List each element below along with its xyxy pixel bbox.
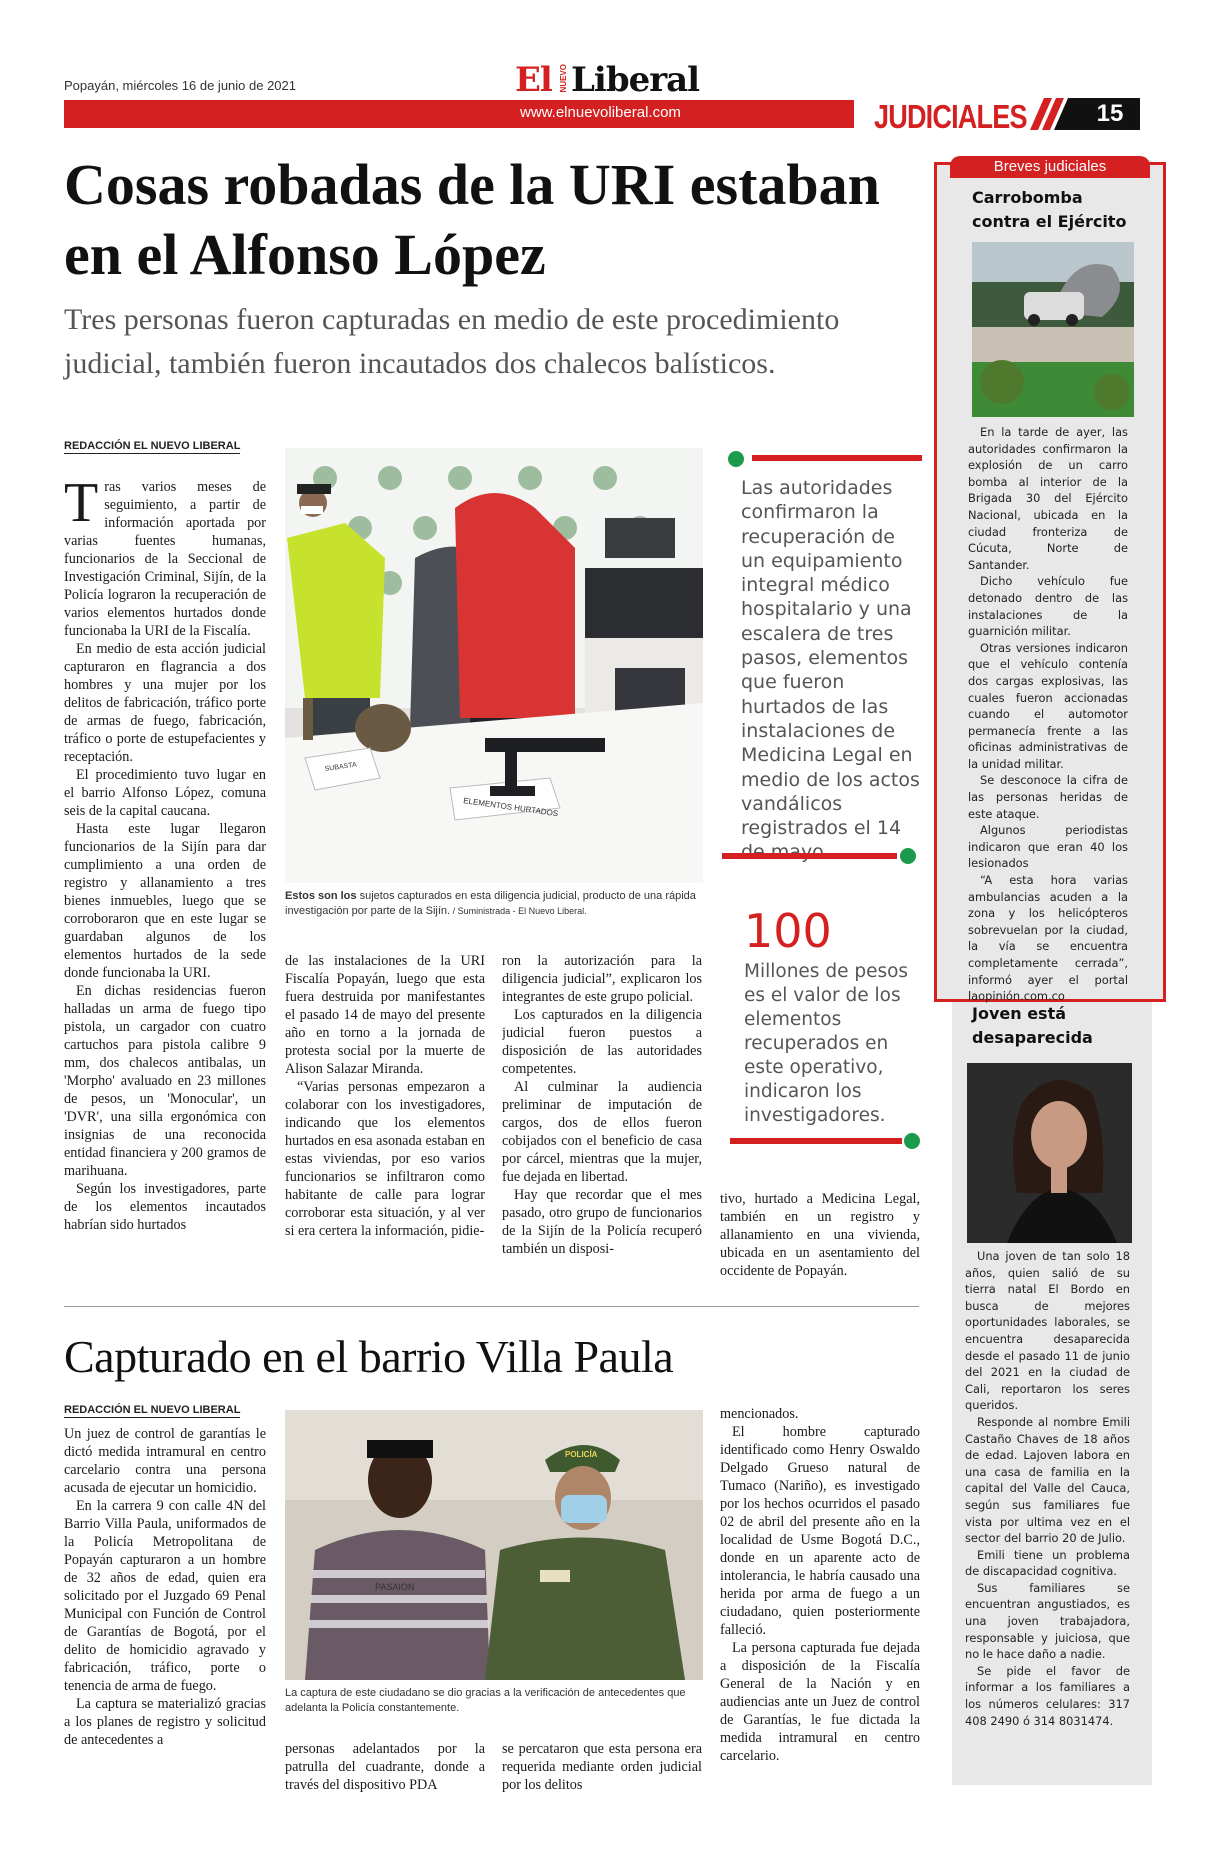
caption-text: sujetos capturados en esta diligencia judicial, producto de una rápida investigación por parte de la Sijín. xyxy=(285,890,696,917)
second-col4-p1: mencionados. xyxy=(720,1406,799,1422)
pullquote-dot-bottom xyxy=(900,848,916,864)
photo-sign-elementos: ELEMENTOS HURTADOS xyxy=(462,796,559,819)
brief1-p2: Dicho vehículo fue detonado dentro de las instalaciones de la guarnición militar. xyxy=(968,574,1128,639)
photo-shirt-text: PASAION xyxy=(375,1582,415,1592)
brief2-p1: Una joven de tan solo 18 años, quien salió de su tierra natal El Bordo en busca de mejores oportunidades laborales, se encuentra desaparecida desde el pasado 11 de junio del 2021 en la ciudad de Cali, reportaron los seres queridos. xyxy=(965,1249,1130,1413)
pullquote-line-top xyxy=(752,455,922,461)
second-headline: Capturado en el barrio Villa Paula xyxy=(64,1331,674,1382)
logo-el: El xyxy=(515,60,552,100)
masthead-logo xyxy=(515,56,700,100)
second-col4-p3: La persona capturada fue dejada a disposición de la Fiscalía General de la Nación y en audiencias ante un Juez de control de Garantías, le fue dictada la medida intramural en centro carcelario. xyxy=(720,1640,920,1764)
brief1-p6: “A esta hora varias ambulancias acuden a la zona y los helicópteros sobrevuelan por la ciudad, la vía se encuentra completamente cerrada”, informó ayer el portal laopinión.com.co xyxy=(968,873,1128,1004)
logo-liberal: Liberal xyxy=(571,60,700,100)
second-photo-caption: La captura de este ciudadano se dio gracias a la verificación de antecedentes que adelanta la Policía constantemente. xyxy=(285,1687,686,1714)
main-column-3 xyxy=(502,952,702,1282)
logo-nuevo: NUEVO xyxy=(559,64,568,93)
main-col1-p2: En medio de esta acción judicial capturaron en flagrancia a dos hombres y una mujer por los delitos de fabricación, tráfico porte de armas de fuego, fabricación, tráfico o porte de estupefacientes y receptación. xyxy=(64,641,266,765)
brief1-photo xyxy=(972,242,1134,417)
brief1-text xyxy=(968,424,1128,1005)
brief1-p4: Se desconoce la cifra de las personas heridas de este ataque. xyxy=(968,773,1128,821)
brief2-text xyxy=(965,1248,1130,1729)
photo-cap-text: POLICÍA xyxy=(565,1450,598,1459)
brief2-p4: Sus familiares se encuentran angustiados, es una joven trabajadora, responsable y juiciosa, que no le hace daño a nadie. xyxy=(965,1580,1130,1662)
main-col1-p6: Según los investigadores, parte de los elementos incautados habrían sido hurtados xyxy=(64,1181,266,1233)
main-col3-p3: Al culminar la audiencia preliminar de imputación de cargos, dos de ellos fueron cobijados con el beneficio de casa por cárcel, mientras que la mujer, fue dejada en libertad. xyxy=(502,1079,702,1185)
main-col3-p1: ron la autorización para la diligencia judicial”, explicaron los integrantes de este grupo policial. xyxy=(502,953,702,1005)
brief2-p5: Se pide el favor de informar a los familiares a los números celulares: 317 408 2490 ó 314 8031474. xyxy=(965,1663,1130,1728)
second-photo xyxy=(285,1410,703,1680)
second-column-4 xyxy=(720,1405,920,1800)
story-divider xyxy=(64,1306,919,1307)
second-byline: REDACCIÓN EL NUEVO LIBERAL xyxy=(64,1404,241,1416)
main-byline: REDACCIÓN EL NUEVO LIBERAL xyxy=(64,440,241,452)
main-headline: Cosas robadas de la URI estaban en el Alfonso López xyxy=(64,152,880,287)
main-column-2 xyxy=(285,952,485,1282)
stat-number: 100 xyxy=(744,904,832,958)
main-col1-p1: Tras varios meses de seguimiento, a partir de información aportada por varias fuentes humanas, funcionarios de la Seccional de Investigación Criminal, Sijín, de la Policía lograron la recuperación de varios elementos hurtados donde funcionaba la URI de la Fiscalía. xyxy=(64,478,266,639)
brief1-p3: Otras versiones indicaron que el vehículo contenía dos cargas explosivas, las cuales fueron accionadas cuando el automotor permanecía frente a las oficinas administrativas de la unidad militar. xyxy=(968,640,1128,771)
caption-bold: Estos son los xyxy=(285,890,357,902)
brief1-p5: Algunos periodistas indicaron que eran 40 los lesionados xyxy=(968,823,1128,871)
main-col3-p2: Los capturados en la diligencia judicial fueron puestos a disposición de las autoridades competentes. xyxy=(502,1007,702,1077)
brief2-title: Joven está desaparecida xyxy=(972,1004,1093,1047)
second-col1-p1: Un juez de control de garantías le dictó medida intramural en centro carcelario contra una persona acusada de ejecutar un homicidio. xyxy=(64,1426,266,1496)
main-col3-p4: Hay que recordar que el mes pasado, otro grupo de funcionarios de la Sijín de la Policía recuperó también un disposi- xyxy=(502,1187,702,1257)
main-col2-p1: de las instalaciones de la URI Fiscalía Popayán, luego que esta fuera destruida por manifestantes el pasado 14 de mayo del presente año en torno a la jornada de protesta social por la muerte de Alison Salazar Miranda. xyxy=(285,953,485,1077)
missing-person-photo xyxy=(967,1063,1132,1243)
brief1-title: Carrobomba contra el Ejército xyxy=(972,188,1127,231)
drop-cap: T xyxy=(64,478,99,534)
publication-date: Popayán, miércoles 16 de junio de 2021 xyxy=(64,78,296,93)
main-subhead: Tres personas fueron capturadas en medio de este procedimiento judicial, también fueron incautados dos chalecos balísticos. xyxy=(64,303,840,380)
second-col1-p3: La captura se materializó gracias a los planes de registro y solicitud de antecedentes a xyxy=(64,1696,266,1748)
brief2-p3: Emili tiene un problema de discapacidad cognitiva. xyxy=(965,1547,1130,1579)
section-deco-stripes xyxy=(1030,98,1080,130)
brief2-p2: Responde al nombre Emili Castaño Chaves de 18 años de edad. Lajoven labora en una casa de familia en la capital del Valle del Cauca, según sus familiares fue vista por ultima vez en el sector del barrio 20 de Julio. xyxy=(965,1414,1130,1546)
second-col3-p1: se percataron que esta persona era requerida mediante orden judicial por los delitos xyxy=(502,1741,702,1793)
main-photo xyxy=(285,448,703,883)
pullquote-dot-top xyxy=(728,451,744,467)
second-col4-p2: El hombre capturado identificado como Henry Oswaldo Delgado Grueso natural de Tumaco (Nariño), es investigado por los hechos ocurridos el pasado 02 de abril del presente año en la localidad de Usme Bogotá D.C., donde en un aparente acto de intolerancia, le habría causado una herida por arma de fuego a un ciudadano, quien posteriormente falleció. xyxy=(720,1424,920,1638)
breves-judiciales-tab: Breves judiciales xyxy=(950,156,1150,178)
stat-dot xyxy=(904,1133,920,1149)
pullquote-line-bottom xyxy=(722,853,897,859)
main-photo-caption xyxy=(285,889,705,919)
second-column-3 xyxy=(502,1740,702,1800)
photo-sign-subasta: SUBASTA xyxy=(324,761,358,773)
brief1-p1: En la tarde de ayer, las autoridades confirmaron la explosión de un carro bomba al interior de la Brigada 30 del Ejército Nacional, ubicada en la ciudad fronteriza de Cúcuta, Norte de Santander. xyxy=(968,425,1128,572)
header-red-bar xyxy=(64,100,854,128)
section-title: JUDICIALES xyxy=(874,98,1027,135)
page-number: 15 xyxy=(1080,98,1140,130)
second-column-1 xyxy=(64,1425,266,1800)
stat-line xyxy=(730,1138,902,1144)
main-col1-p4: Hasta este lugar llegaron funcionarios de la Sijín para dar cumplimiento a una orden de registro y allanamiento a tres bienes inmuebles, luego que se corroboraron que en este lugar se guardaban algunos de los elementos hurtados de la sede donde funcionaba la URI. xyxy=(64,821,266,981)
second-col2-p1: personas adelantados por la patrulla del cuadrante, donde a través del dispositivo PDA xyxy=(285,1741,485,1793)
main-column-1 xyxy=(64,478,266,1288)
main-col2-p2: “Varias personas empezaron a colaborar con los investigadores, indicando que los elementos hurtados en esa asonada estaban en estas viviendas, por eso varios funcionarios se infiltraron como habitante de calle para lograr corroborar esta situación, y al ver si era certera la información, pidie- xyxy=(285,1079,485,1239)
main-col4-p1: tivo, hurtado a Medicina Legal, también en un registro y allanamiento en una vivienda, ubicada en un asentamiento del occidente de Popayán. xyxy=(720,1191,920,1279)
website-url: www.elnuevoliberal.com xyxy=(520,104,681,121)
second-col1-p2: En la carrera 9 con calle 4N del Barrio Villa Paula, uniformados de la Policía Metropolitana de Popayán capturaron a un hombre de 32 años de edad, quien era solicitado por el Juzgado 69 Penal Municipal con Función de Control de Garantías de Bogotá, por el delito de homicidio agravado y fabricación, tráfico, porte o tenencia de arma de fuego. xyxy=(64,1498,266,1694)
pullquote-text: Las autoridades confirmaron la recuperación de un equipamiento integral médico hospitalario y una escalera de tres pasos, elementos que fueron hurtados de las instalaciones de Medicina Legal en medio de los actos vandálicos registrados el 14 xyxy=(741,477,920,840)
main-col1-p3: El procedimiento tuvo lugar en el barrio Alfonso López, comuna seis de la capital caucana. xyxy=(64,767,266,819)
main-col1-p5: En dichas residencias fueron halladas un arma de fuego tipo pistola, un cargador con cuatro cartuchos para pistola calibre 9 mm, dos chalecos antibalas, un 'Morpho' avaluado en 23 millones de pesos, un 'Monocular', un 'DVR', una silla ergonómica con insignias de una reconocida entidad financiera y 200 gramos de marihuana. xyxy=(64,983,266,1179)
second-column-2 xyxy=(285,1740,485,1800)
caption-credit: / Suministrada - El Nuevo Liberal. xyxy=(450,906,587,916)
stat-text: Millones de pesos es el valor de los elementos recuperados en este operativo, indicaron los investigadores. xyxy=(744,961,909,1126)
main-column-4 xyxy=(720,1190,920,1290)
